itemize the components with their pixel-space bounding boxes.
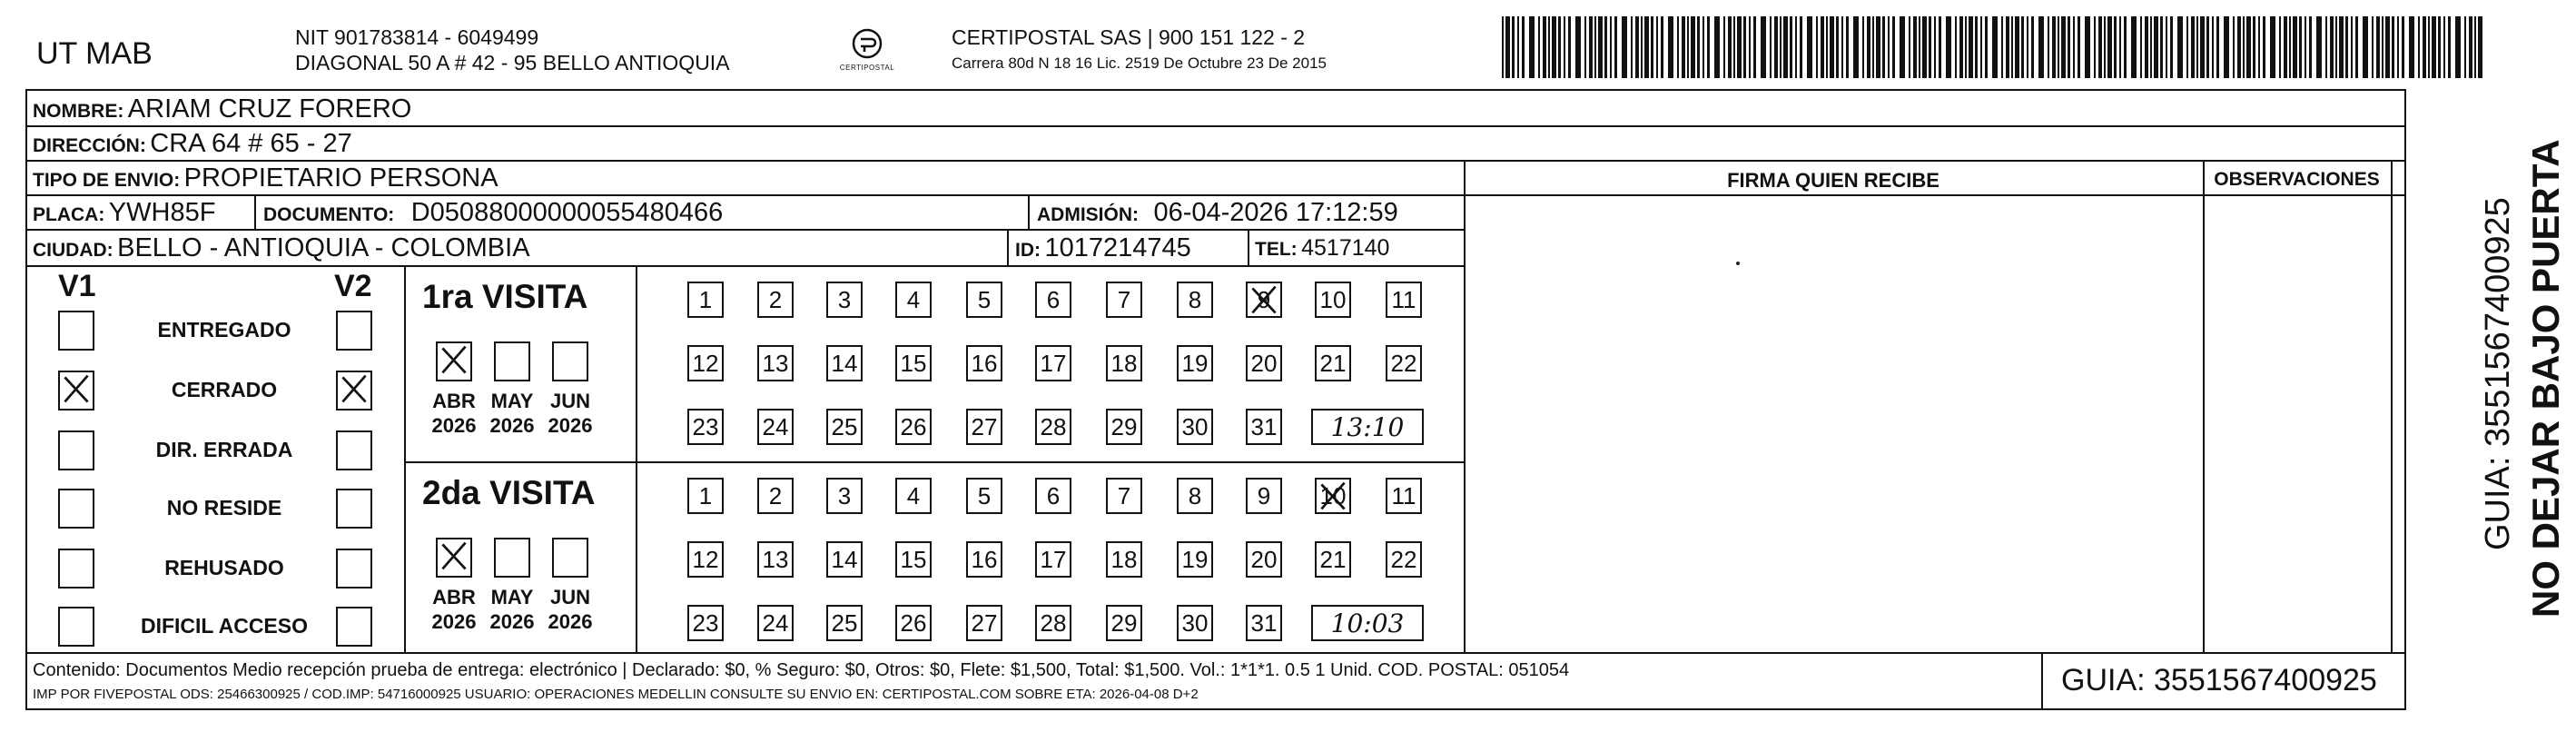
day-number: 19	[1181, 545, 1209, 573]
observations-area[interactable]	[2206, 196, 2388, 650]
day-number: 4	[906, 481, 921, 509]
day-number: 21	[1319, 349, 1347, 377]
placa-label: PLACA:	[33, 204, 105, 225]
day-number: 4	[906, 285, 921, 313]
v2-checkbox[interactable]	[336, 549, 372, 589]
footer-guia: GUIA: 3551567400925	[2061, 663, 2377, 697]
day-number: 23	[692, 608, 719, 637]
month-label	[487, 585, 538, 634]
day-box[interactable]	[1315, 282, 1351, 318]
firma-header: FIRMA QUIEN RECIBE	[1727, 169, 1939, 192]
status-label: ENTREGADO	[157, 318, 291, 341]
day-box[interactable]	[757, 478, 794, 514]
day-box[interactable]	[1246, 345, 1282, 381]
documento-value: D05088000000055480466	[410, 198, 724, 227]
day-number: 29	[1110, 412, 1138, 440]
signature-dot	[1736, 262, 1740, 265]
day-box[interactable]	[1035, 282, 1071, 318]
id-value: 1017214745	[1044, 233, 1191, 262]
day-number: 5	[977, 285, 992, 313]
day-box[interactable]	[826, 282, 863, 318]
day-number: 13	[762, 545, 789, 573]
month-year: 2026	[431, 414, 477, 437]
day-box[interactable]	[1177, 345, 1213, 381]
month-label	[545, 389, 596, 438]
documento-label: DOCUMENTO:	[263, 204, 395, 225]
day-box[interactable]	[895, 541, 932, 578]
day-box[interactable]	[1246, 282, 1282, 318]
day-box[interactable]	[1177, 605, 1213, 641]
ciudad-value: BELLO - ANTIOQUIA - COLOMBIA	[117, 233, 530, 262]
day-box[interactable]	[966, 605, 1002, 641]
month-label	[545, 585, 596, 634]
day-box[interactable]	[1177, 541, 1213, 578]
day-box[interactable]	[1246, 409, 1282, 445]
day-box[interactable]	[966, 345, 1002, 381]
visit-time-box[interactable]	[1311, 409, 1424, 445]
day-number: 14	[831, 545, 858, 573]
day-number: 16	[971, 349, 998, 377]
day-number: 26	[900, 412, 927, 440]
direccion-value: CRA 64 # 65 - 27	[150, 129, 352, 158]
day-number: 29	[1110, 608, 1138, 637]
v1-checkbox[interactable]	[58, 430, 94, 470]
month-name: JUN	[549, 586, 590, 608]
day-box[interactable]	[966, 541, 1002, 578]
month-year: 2026	[548, 610, 593, 633]
day-number: 28	[1040, 608, 1067, 637]
status-label: CERRADO	[171, 378, 278, 401]
day-number: 11	[1391, 285, 1416, 313]
day-box[interactable]	[1106, 605, 1142, 641]
day-box[interactable]	[966, 409, 1002, 445]
signature-area[interactable]	[1467, 196, 2201, 650]
footer-print-info: IMP POR FIVEPOSTAL ODS: 25466300925 / COD.IMP: 54716000925 USUARIO: OPERACIONES MEDELLIN CONSULTE SU ENVIO EN: CERTIPOSTAL.COM SOBRE ETA: 2026-04-08 D+2	[33, 687, 1199, 702]
day-number: 19	[1181, 349, 1209, 377]
day-number: 12	[692, 545, 719, 573]
month-checkbox[interactable]	[552, 538, 588, 578]
day-number: 3	[837, 285, 852, 313]
day-box[interactable]	[757, 541, 794, 578]
status-label: DIFICIL ACCESO	[140, 614, 308, 638]
day-box[interactable]	[1106, 478, 1142, 514]
v2-checkbox[interactable]	[336, 371, 372, 411]
status-label: REHUSADO	[164, 556, 284, 579]
day-number: 8	[1188, 285, 1202, 313]
day-number: 6	[1046, 481, 1061, 509]
day-box[interactable]	[1106, 345, 1142, 381]
carrier-address: Carrera 80d N 18 16 Lic. 2519 De Octubre 23 De 2015	[952, 54, 1327, 72]
tel-label: TEL:	[1255, 239, 1298, 260]
day-number: 7	[1117, 481, 1131, 509]
day-box[interactable]	[687, 345, 724, 381]
month-year: 2026	[489, 414, 535, 437]
month-checkbox[interactable]	[436, 538, 472, 578]
day-number: 14	[831, 349, 858, 377]
company-address: DIAGONAL 50 A # 42 - 95 BELLO ANTIOQUIA	[295, 51, 730, 74]
day-number: 25	[831, 608, 858, 637]
day-box[interactable]	[1106, 409, 1142, 445]
day-number: 15	[900, 349, 927, 377]
month-label	[429, 389, 479, 438]
placa-value: YWH85F	[108, 198, 216, 227]
day-box[interactable]	[966, 478, 1002, 514]
day-box[interactable]	[1246, 541, 1282, 578]
day-box[interactable]	[895, 478, 932, 514]
month-name: ABR	[432, 586, 476, 608]
day-number: 3	[837, 481, 852, 509]
day-box[interactable]	[895, 409, 932, 445]
day-box[interactable]	[826, 541, 863, 578]
day-box[interactable]	[1315, 478, 1351, 514]
day-box[interactable]	[687, 605, 724, 641]
day-box[interactable]	[1246, 478, 1282, 514]
tipo-envio-label: TIPO DE ENVIO:	[33, 170, 181, 191]
day-box[interactable]	[1386, 478, 1422, 514]
day-box[interactable]	[687, 409, 724, 445]
day-box[interactable]	[826, 409, 863, 445]
day-number: 24	[762, 412, 789, 440]
v2-checkbox[interactable]	[336, 489, 372, 529]
day-number: 13	[762, 349, 789, 377]
day-number: 31	[1250, 608, 1278, 637]
day-box[interactable]	[757, 409, 794, 445]
day-number: 9	[1257, 481, 1271, 509]
v1-checkbox[interactable]	[58, 489, 94, 529]
barcode	[1502, 16, 2482, 78]
day-box[interactable]	[757, 282, 794, 318]
day-number: 23	[692, 412, 719, 440]
day-number: 12	[692, 349, 719, 377]
company-name: UT MAB	[36, 36, 153, 71]
side-guia: GUIA: 3551567400925	[2479, 197, 2517, 550]
certipostal-logo	[835, 25, 899, 78]
day-box[interactable]	[757, 345, 794, 381]
day-box[interactable]	[1386, 541, 1422, 578]
month-name: MAY	[490, 586, 534, 608]
day-number: 5	[977, 481, 992, 509]
carrier-name: CERTIPOSTAL SAS | 900 151 122 - 2	[952, 25, 1306, 49]
admision-label: ADMISIÓN:	[1037, 204, 1139, 225]
day-number: 2	[768, 285, 783, 313]
day-number: 1	[698, 285, 713, 313]
tel-value: 4517140	[1301, 235, 1390, 261]
id-label: ID:	[1015, 240, 1041, 261]
day-number: 20	[1250, 545, 1278, 573]
v1-checkbox[interactable]	[58, 311, 94, 351]
ciudad-label: CIUDAD:	[33, 240, 114, 261]
visit-title: 1ra VISITA	[422, 278, 588, 315]
day-number: 9	[1257, 285, 1271, 313]
day-number: 20	[1250, 349, 1278, 377]
footer-content: Contenido: Documentos Medio recepción prueba de entrega: electrónico | Declarado: $0, % Seguro: $0, Otros: $0, Flete: $1,500, Total: $1,500. Vol.: 1*1*1. 0.5 1 Unid. COD. POSTAL: 051054	[33, 660, 1570, 680]
day-box[interactable]	[1106, 282, 1142, 318]
day-box[interactable]	[1106, 541, 1142, 578]
day-box[interactable]	[1035, 345, 1071, 381]
day-box[interactable]	[687, 282, 724, 318]
admision-value: 06-04-2026 17:12:59	[1153, 198, 1398, 227]
day-box[interactable]	[687, 478, 724, 514]
nit-line: NIT 901783814 - 6049499	[295, 25, 539, 49]
visit-time-box[interactable]	[1311, 605, 1424, 641]
day-box[interactable]	[1315, 345, 1351, 381]
direccion-label: DIRECCIÓN:	[33, 135, 146, 156]
day-number: 22	[1390, 545, 1417, 573]
visit-time: 10:03	[1330, 608, 1405, 638]
day-box[interactable]	[1177, 282, 1213, 318]
day-number: 15	[900, 545, 927, 573]
day-number: 28	[1040, 412, 1067, 440]
day-number: 17	[1040, 545, 1067, 573]
month-name: JUN	[549, 390, 590, 412]
status-label: NO RESIDE	[166, 496, 282, 519]
day-number: 18	[1110, 545, 1138, 573]
month-year: 2026	[431, 610, 477, 633]
day-number: 30	[1181, 412, 1209, 440]
month-name: ABR	[432, 390, 476, 412]
v2-label: V2	[334, 269, 372, 303]
observaciones-header: OBSERVACIONES	[2214, 169, 2380, 190]
day-number: 11	[1391, 481, 1416, 509]
day-box[interactable]	[1246, 605, 1282, 641]
day-box[interactable]	[1177, 478, 1213, 514]
month-checkbox[interactable]	[494, 538, 530, 578]
visit-time: 13:10	[1330, 411, 1405, 442]
month-name: MAY	[490, 390, 534, 412]
month-label	[487, 389, 538, 438]
v1-checkbox[interactable]	[58, 607, 94, 647]
day-number: 27	[971, 412, 998, 440]
day-box[interactable]	[895, 605, 932, 641]
day-box[interactable]	[826, 345, 863, 381]
day-number: 8	[1188, 481, 1202, 509]
day-number: 10	[1319, 285, 1347, 313]
v2-checkbox[interactable]	[336, 430, 372, 470]
day-box[interactable]	[1035, 409, 1071, 445]
logo-text: CERTIPOSTAL	[839, 64, 895, 72]
month-checkbox[interactable]	[552, 341, 588, 381]
month-checkbox[interactable]	[494, 341, 530, 381]
day-number: 18	[1110, 349, 1138, 377]
day-box[interactable]	[687, 541, 724, 578]
day-box[interactable]	[895, 282, 932, 318]
day-number: 27	[971, 608, 998, 637]
day-number: 22	[1390, 349, 1417, 377]
month-checkbox[interactable]	[436, 341, 472, 381]
v1-label: V1	[58, 269, 96, 303]
v1-checkbox[interactable]	[58, 549, 94, 589]
day-number: 1	[698, 481, 713, 509]
day-number: 31	[1250, 412, 1278, 440]
month-label	[429, 585, 479, 634]
day-number: 2	[768, 481, 783, 509]
day-box[interactable]	[1315, 541, 1351, 578]
day-box[interactable]	[826, 478, 863, 514]
day-number: 7	[1117, 285, 1131, 313]
nombre-label: NOMBRE:	[33, 101, 124, 122]
v2-checkbox[interactable]	[336, 607, 372, 647]
day-number: 17	[1040, 349, 1067, 377]
day-number: 30	[1181, 608, 1209, 637]
day-box[interactable]	[966, 282, 1002, 318]
day-number: 6	[1046, 285, 1061, 313]
v1-checkbox[interactable]	[58, 371, 94, 411]
day-box[interactable]	[1386, 345, 1422, 381]
no-dejar-notice: NO DEJAR BAJO PUERTA	[2524, 139, 2567, 618]
day-box[interactable]	[1035, 478, 1071, 514]
nombre-value: ARIAM CRUZ FORERO	[127, 94, 412, 124]
day-number: 24	[762, 608, 789, 637]
day-box[interactable]	[826, 605, 863, 641]
day-box[interactable]	[1177, 409, 1213, 445]
month-year: 2026	[489, 610, 535, 633]
day-number: 16	[971, 545, 998, 573]
day-number: 10	[1319, 481, 1347, 509]
tipo-envio-value: PROPIETARIO PERSONA	[183, 163, 498, 193]
day-box[interactable]	[895, 345, 932, 381]
day-box[interactable]	[1035, 605, 1071, 641]
day-box[interactable]	[1386, 282, 1422, 318]
day-box[interactable]	[1035, 541, 1071, 578]
day-number: 26	[900, 608, 927, 637]
visit-title: 2da VISITA	[422, 474, 596, 511]
month-year: 2026	[548, 414, 593, 437]
day-number: 21	[1319, 545, 1347, 573]
v2-checkbox[interactable]	[336, 311, 372, 351]
day-number: 25	[831, 412, 858, 440]
day-box[interactable]	[757, 605, 794, 641]
status-label: DIR. ERRADA	[155, 438, 293, 461]
